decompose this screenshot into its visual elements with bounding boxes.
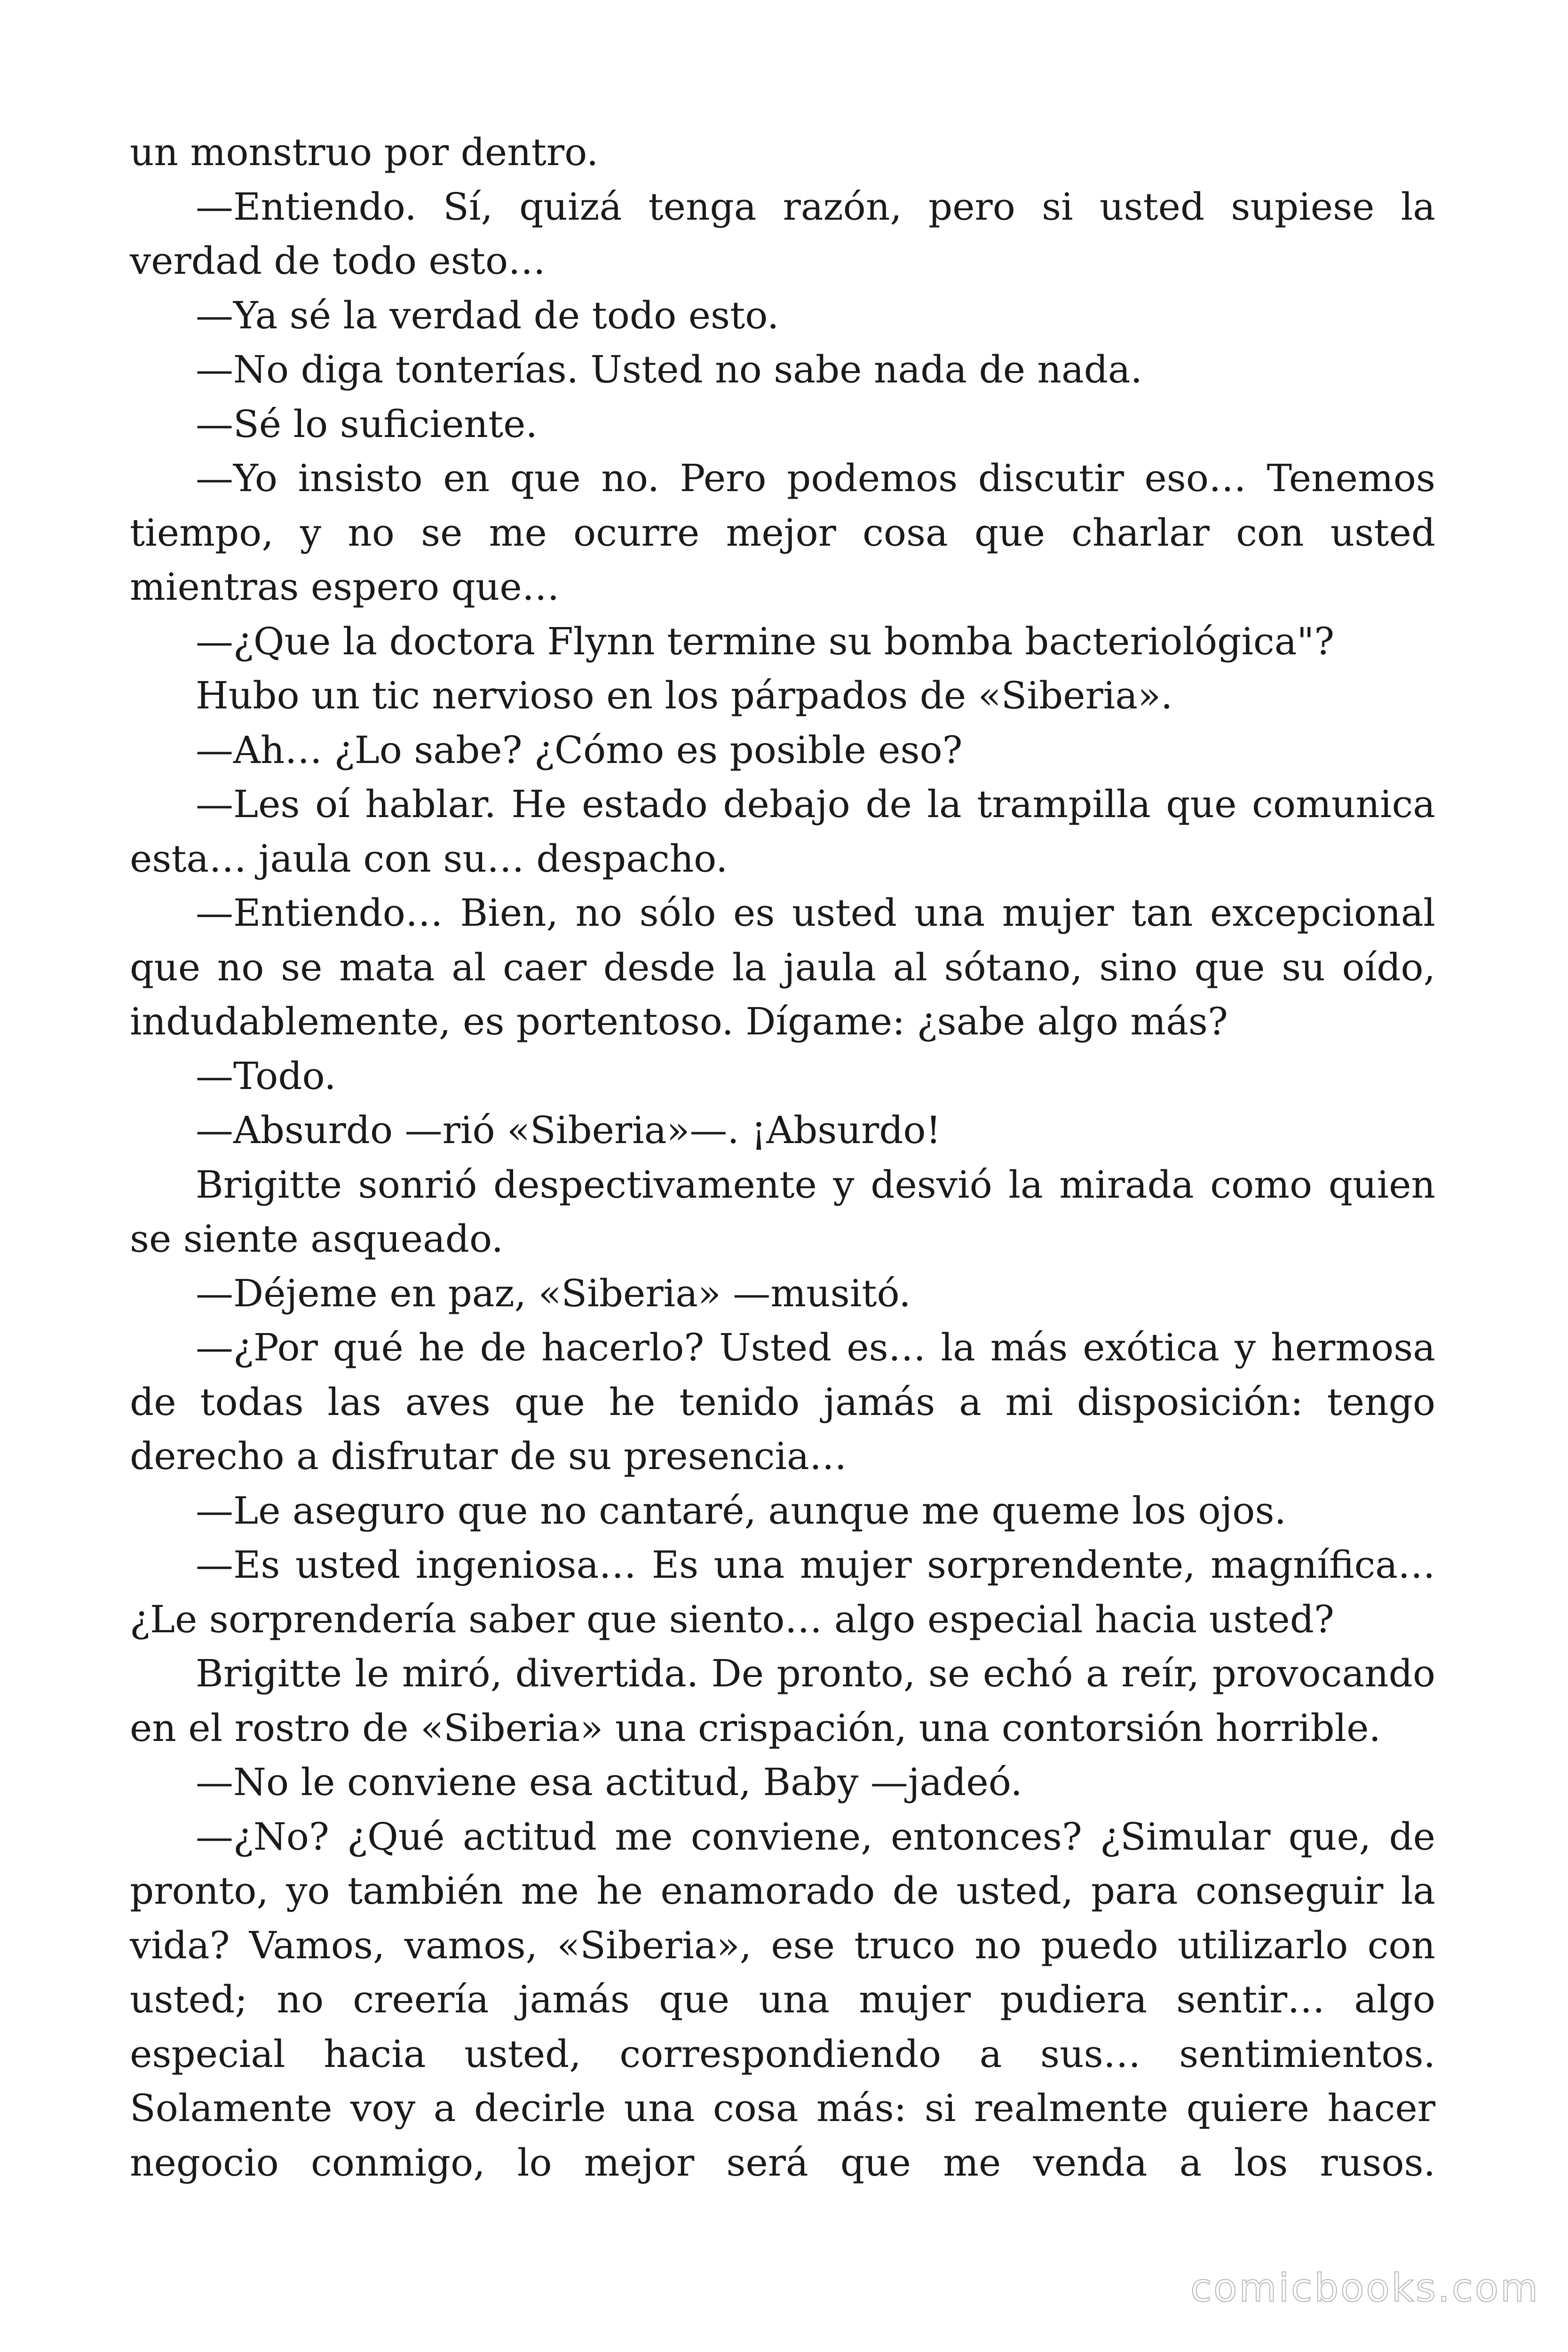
- paragraph: —No le conviene esa actitud, Baby —jadeó.: [196, 1760, 1022, 1804]
- paragraph: —Todo.: [196, 1054, 336, 1098]
- paragraph: —Le aseguro que no cantaré, aunque me queme los ojos.: [196, 1488, 1286, 1533]
- paragraph: —Sé lo suficiente.: [196, 402, 538, 446]
- paragraph: —Ya sé la verdad de todo esto.: [196, 293, 779, 337]
- paragraph: —Es usted ingeniosa… Es una mujer sorprendente, magnífica… ¿Le sorprendería saber que siento… algo especial hacia usted?: [130, 1543, 1435, 1641]
- paragraph: Brigitte sonrió despectivamente y desvió la mirada como quien se siente asqueado.: [130, 1162, 1435, 1261]
- paragraph: —¿No? ¿Qué actitud me conviene, entonces? ¿Simular que, de pronto, yo también me he enamorado de usted, para conseguir la vida? Vamos, vamos, «Siberia», ese truco no puedo utilizarlo con usted; no creería jamás que una mujer pudiera sentir… algo especial hacia usted, correspondiendo a sus… sentimientos. Solamente voy a decirle una cosa más: si realmente quiere hacer negocio conmigo, lo mejor será que me venda a los rusos.: [130, 1814, 1435, 2185]
- paragraph: —Absurdo —rió «Siberia»—. ¡Absurdo!: [196, 1108, 941, 1152]
- paragraph: Hubo un tic nervioso en los párpados de «Siberia».: [196, 674, 1173, 717]
- paragraph: —Ah… ¿Lo sabe? ¿Cómo es posible eso?: [196, 728, 963, 772]
- paragraph: un monstruo por dentro.: [130, 130, 599, 174]
- book-page: [130, 125, 1435, 2190]
- paragraph: —Entiendo. Sí, quizá tenga razón, pero si usted supiese la verdad de todo esto…: [130, 184, 1435, 283]
- paragraph: —Entiendo… Bien, no sólo es usted una mujer tan excepcional que no se mata al caer desde la jaula al sótano, sino que su oído, indudablemente, es portentoso. Dígame: ¿sabe algo más?: [130, 891, 1435, 1043]
- paragraph: —No diga tonterías. Usted no sabe nada de nada.: [196, 348, 1143, 391]
- paragraph: —Yo insisto en que no. Pero podemos discutir eso… Tenemos tiempo, y no se me ocurre mejor cosa que charlar con usted mientras espero que…: [130, 456, 1435, 609]
- paragraph: —¿Por qué he de hacerlo? Usted es… la más exótica y hermosa de todas las aves que he tenido jamás a mi disposición: tengo derecho a disfrutar de su presencia…: [130, 1326, 1435, 1478]
- paragraph: —Déjeme en paz, «Siberia» —musitó.: [196, 1271, 911, 1315]
- paragraph: —¿Que la doctora Flynn termine su bomba bacteriológica"?: [196, 619, 1335, 663]
- paragraph: Brigitte le miró, divertida. De pronto, se echó a reír, provocando en el rostro de «Siberia» una crispación, una contorsión horrible.: [130, 1652, 1435, 1750]
- watermark: comicbooks.com: [1190, 2266, 1540, 2311]
- paragraph: —Les oí hablar. He estado debajo de la trampilla que comunica esta… jaula con su… despacho.: [130, 782, 1435, 881]
